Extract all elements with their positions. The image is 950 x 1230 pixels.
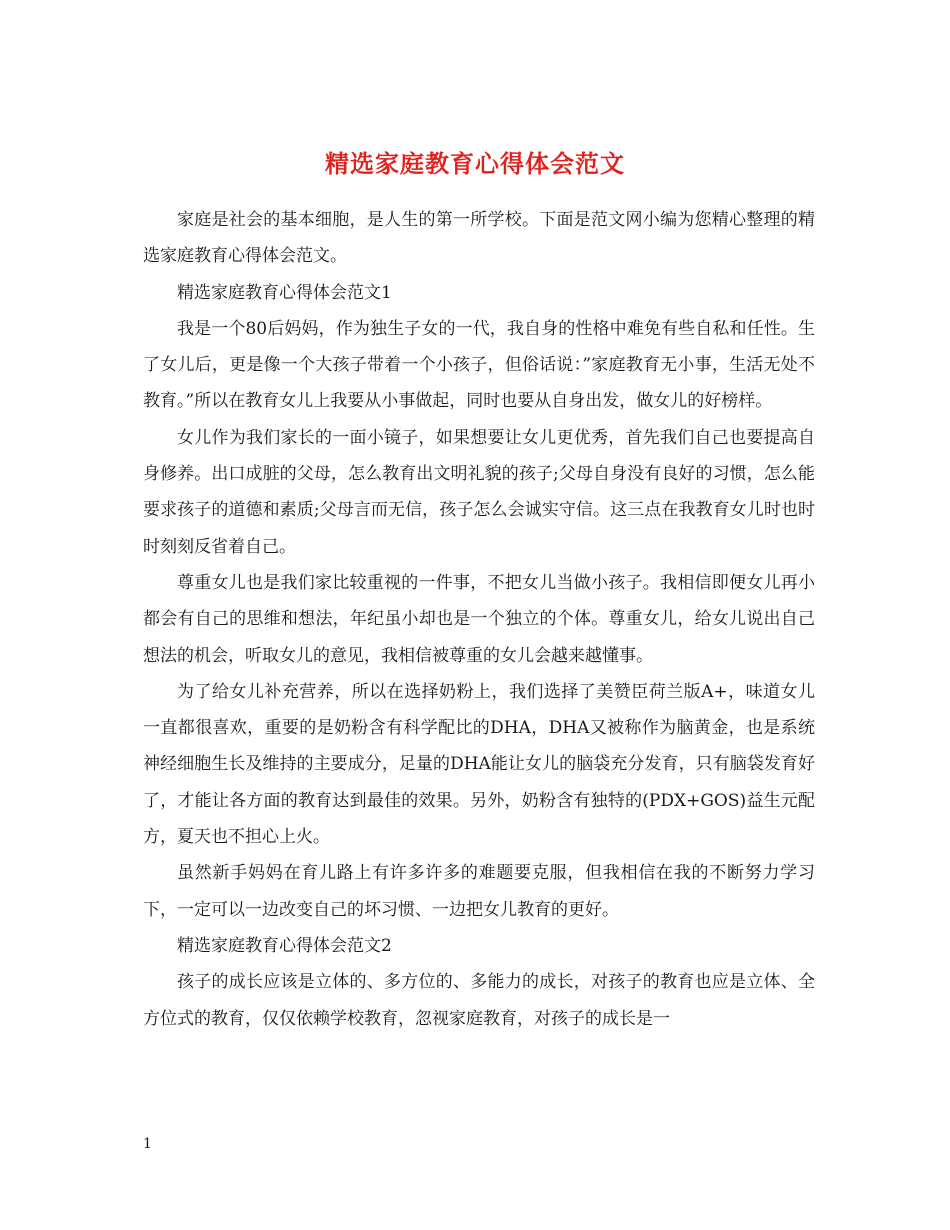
section-heading-2: 精选家庭教育心得体会范文2 <box>177 935 392 956</box>
document-body <box>143 202 815 1037</box>
paragraph-intro: 家庭是社会的基本细胞，是人生的第一所学校。下面是范文网小编为您精心整理的精选家庭教育心得体会范文。 <box>143 210 815 267</box>
document-title: 精选家庭教育心得体会范文 <box>325 149 625 179</box>
paragraph: 为了给女儿补充营养，所以在选择奶粉上，我们选择了美赞臣荷兰版A+，味道女儿一直都很喜欢，重要的是奶粉含有科学配比的DHA，DHA又被称作为脑黄金，也是系统神经细胞生长及维持的主要成分，足量的DHA能让女儿的脑袋充分发育，只有脑袋发育好了，才能让各方面的教育达到最佳的效果。另外，奶粉含有独特的(PDX+GOS)益生元配方，夏天也不担心上火。 <box>143 681 815 848</box>
page-number: 1 <box>143 1136 152 1152</box>
paragraph: 我是一个80后妈妈，作为独生子女的一代，我自身的性格中难免有些自私和任性。生了女儿后，更是像一个大孩子带着一个小孩子，但俗话说：”家庭教育无小事，生活无处不教育。”所以在教育女儿上我要从小事做起，同时也要从自身出发，做女儿的好榜样。 <box>143 318 815 412</box>
paragraph: 虽然新手妈妈在育儿路上有许多许多的难题要克服，但我相信在我的不断努力学习下，一定可以一边改变自己的坏习惯、一边把女儿教育的更好。 <box>143 863 815 920</box>
paragraph: 尊重女儿也是我们家比较重视的一件事，不把女儿当做小孩子。我相信即便女儿再小都会有自己的思维和想法，年纪虽小却也是一个独立的个体。尊重女儿，给女儿说出自己想法的机会，听取女儿的意见，我相信被尊重的女儿会越来越懂事。 <box>143 572 815 666</box>
section-heading-1: 精选家庭教育心得体会范文1 <box>177 282 392 303</box>
paragraph: 孩子的成长应该是立体的、多方位的、多能力的成长，对孩子的教育也应是立体、全方位式的教育，仅仅依赖学校教育，忽视家庭教育，对孩子的成长是一 <box>143 972 815 1029</box>
paragraph: 女儿作为我们家长的一面小镜子，如果想要让女儿更优秀，首先我们自己也要提高自身修养。出口成脏的父母，怎么教育出文明礼貌的孩子;父母自身没有良好的习惯，怎么能要求孩子的道德和素质;父母言而无信，孩子怎么会诚实守信。这三点在我教育女儿时也时时刻刻反省着自己。 <box>143 427 815 557</box>
